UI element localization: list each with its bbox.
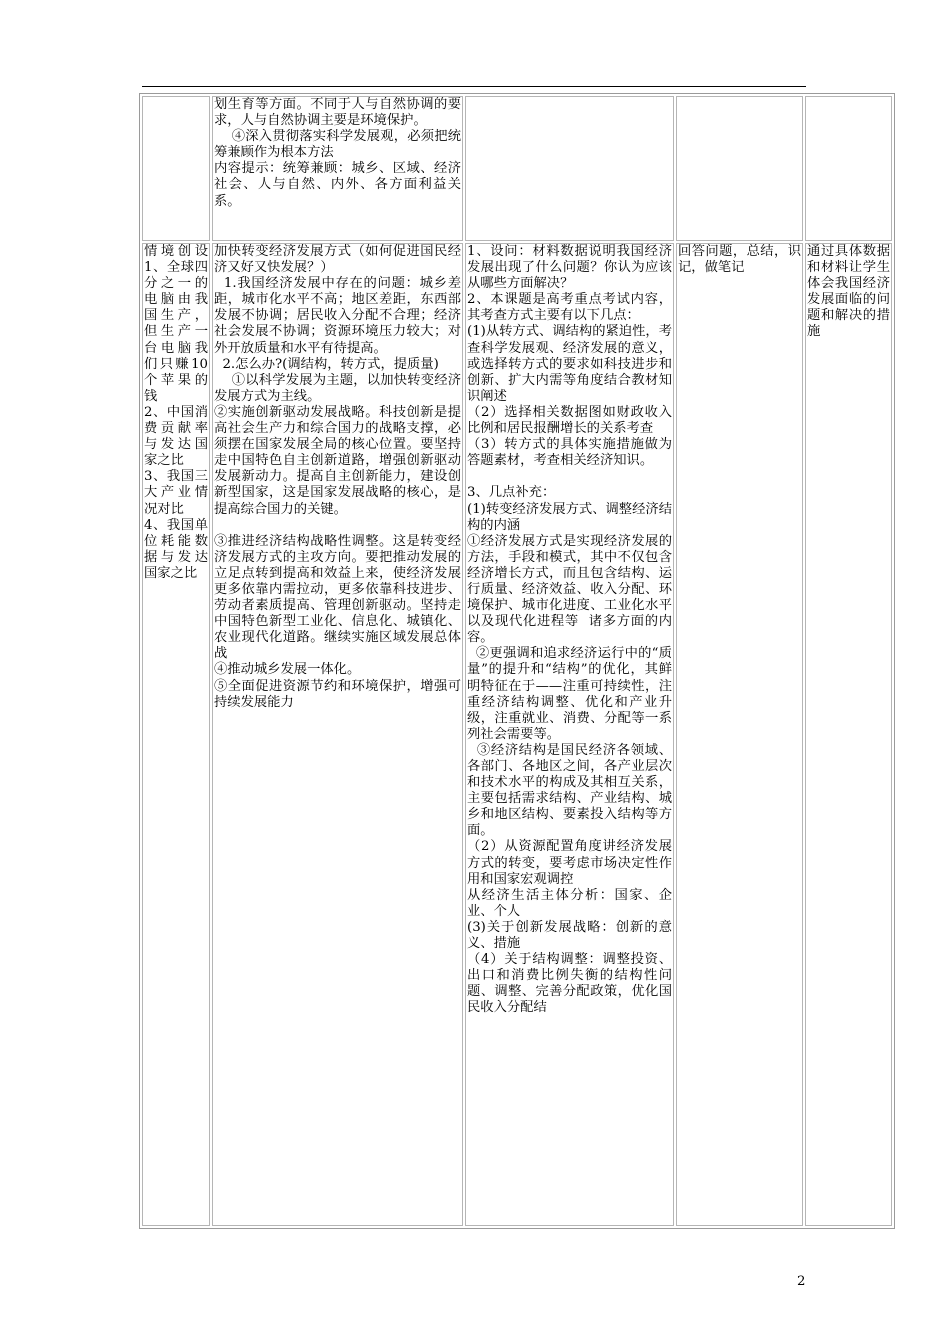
paragraph: 划生育等方面。不同于人与自然协调的要求，人与自然协调主要是环境保护。 <box>214 97 461 129</box>
header-rule <box>142 86 806 87</box>
cell-scenario <box>142 243 210 1226</box>
paragraph: ②实施创新驱动发展战略。科技创新是提高社会生产力和综合国力的战略支撑，必须摆在国家发展全局的核心位置。要坚持走中国特色自主创新道路，增强创新驱动发展新动力。提高自主创新能力，建设创新型国家，这是国家发展战略的核心，是提高综合国力的关键。 <box>214 404 461 517</box>
paragraph: ①以科学发展为主题，以加快转变经济发展方式为主线。 <box>214 372 461 404</box>
paragraph: （2）从资源配置角度讲经济发展方式的转变，要考虑市场决定性作用和国家宏观调控 <box>467 839 672 887</box>
paragraph: ④深入贯彻落实科学发展观，必须把统筹兼顾作为根本方法 <box>214 129 461 161</box>
paragraph <box>467 469 672 485</box>
paragraph: (3)关于创新发展战略：创新的意义、措施 <box>467 919 672 952</box>
paragraph: 2.怎么办?(调结构，转方式，提质量) <box>214 356 439 372</box>
cell-content <box>212 243 463 1226</box>
paragraph: ①经济发展方式是实现经济发展的方法，手段和模式，其中不仅包含经济增长方式，而且包含结构、运行质量、经济效益、收入分配、环境保护、城市化进度、工业化水平以及现代化进程等 诸多方面的内容。 <box>467 533 672 646</box>
paragraph: ④推动城乡发展一体化。 <box>214 662 361 678</box>
paragraph: 1.我国经济发展中存在的问题：城乡差距，城市化水平不高；地区差距，东西部发展不协调；居民收入分配不合理；经济社会发展不协调；资源环境压力较大；对外开放质量和水平有待提高。 <box>214 276 461 356</box>
cell-design-intent <box>805 243 892 1226</box>
paragraph: 1、设问：材料数据说明我国经济发展出现了什么问题？你认为应该从哪些方面解决？ <box>467 244 672 292</box>
cell-r1-c4 <box>676 96 803 241</box>
paragraph: (1)转变经济发展方式、调整经济结构的内涵 <box>467 501 672 533</box>
paragraph: 回答问题，总结，识记，做笔记 <box>678 244 801 276</box>
table-row <box>142 96 892 241</box>
paragraph: ③推进经济结构战略性调整。这是转变经济发展方式的主攻方向。要把推动发展的立足点转到提高和效益上来，使经济发展更多依靠内需拉动，更多依靠科技进步、劳动者素质提高、管理创新驱动。坚持走中国特色新型工业化、信息化、城镇化、农业现代化道路。继续实施区域发展总体战 <box>214 533 461 662</box>
paragraph: 内容提示：统筹兼顾：城乡、区域、经济社会、人与自然、内外、各方面利益关系。 <box>214 161 461 209</box>
paragraph: 加快转变经济发展方式（如何促进国民经济又好又快发展？） <box>214 244 461 276</box>
paragraph: （4）关于结构调整：调整投资、出口和消费比例失衡的结构性问题、调整、完善分配政策，优化国民收入分配结 <box>467 952 672 1016</box>
cell-r1-c1 <box>142 96 210 241</box>
paragraph <box>214 518 461 534</box>
paragraph: 3、我国三大产业情况对比 <box>144 469 208 517</box>
paragraph: 从经济生活主体分析：国家、企业、个人 <box>467 887 672 919</box>
paragraph: 通过具体数据和材料让学生体会我国经济发展面临的问题和解决的措施 <box>807 244 890 340</box>
cell-student-activity <box>676 243 803 1226</box>
paragraph: ②更强调和追求经济运行中的“质量”的提升和“结构”的优化，其鲜明特征在于——注重可持续性，注重经济结构调整、优化和产业升级，注重就业、消费、分配等一系列社会需要等。 <box>467 646 672 742</box>
paragraph: 2、中国消费贡献率与发达国家之比 <box>144 404 208 469</box>
cell-r1-c5 <box>805 96 892 241</box>
paragraph: 情境创设1、全球四分之一的电脑由我国生产，但生产一台电脑我们只赚10个苹果的钱 <box>144 244 208 404</box>
paragraph: ⑤全面促进资源节约和环境保护，增强可持续发展能力 <box>214 678 461 710</box>
paragraph: 2、本课题是高考重点考试内容，其考查方式主要有以下几点： <box>467 292 672 324</box>
paragraph: 4、我国单位耗能数据与发达国家之比 <box>144 517 208 581</box>
paragraph: 3、几点补充： <box>467 485 556 501</box>
paragraph: (1)从转方式、调结构的紧迫性，考查科学发展观、经济发展的意义，或选择转方式的要求如科技进步和创新、扩大内需等角度结合教材知识阐述 <box>467 324 672 404</box>
table-row <box>142 243 892 1226</box>
cell-teacher-activity <box>465 243 674 1226</box>
cell-r1-c3 <box>465 96 674 241</box>
paragraph: （3）转方式的具体实施措施做为答题素材，考查相关经济知识。 <box>467 437 672 469</box>
lesson-plan-table <box>139 93 895 1229</box>
paragraph: ③经济结构是国民经济各领域、各部门、各地区之间，各产业层次和技术水平的构成及其相互关系，主要包括需求结构、产业结构、城乡和地区结构、要素投入结构等方面。 <box>467 742 672 839</box>
paragraph: （2）选择相关数据图如财政收入比例和居民报酬增长的关系考查 <box>467 404 672 437</box>
cell-r1-c2 <box>212 96 463 241</box>
page-number: 2 <box>797 1274 806 1289</box>
